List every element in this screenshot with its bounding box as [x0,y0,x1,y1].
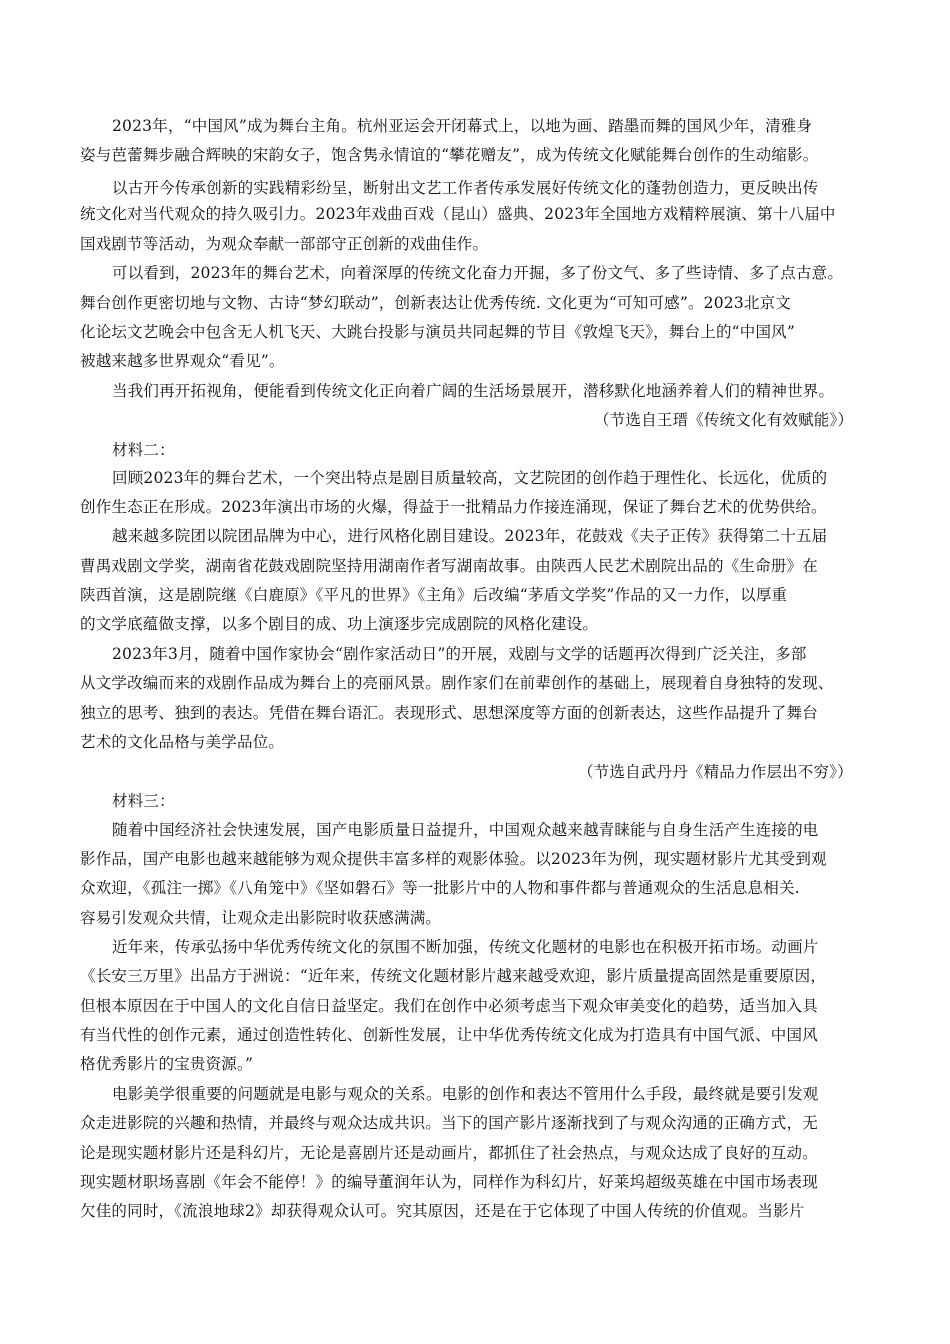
text-line: 统文化对当代观众的持久吸引力。2023年戏曲百戏（昆山）盛典、2023年全国地方戏精粹展演、第十八届中 [80,205,836,223]
text-line: 姿与芭蕾舞步融合辉映的宋韵女子，饱含隽永情谊的“攀花赠友”，成为传统文化赋能舞台创作的生动缩影。 [80,146,819,164]
text-line: 艺术的文化品格与美学品位。 [80,733,285,751]
text-line: 创作生态正在形成。2023年演出市场的火爆，得益于一批精品力作接连涌现，保证了舞台艺术的优势供给。 [80,498,827,516]
text-line: 被越来越多世界观众“看见”。 [80,352,285,370]
text-line: 近年来，传承弘扬中华优秀传统文化的氛围不断加强，传统文化题材的电影也在积极开拓市场。动画片 [112,938,819,956]
text-line: 众走进影院的兴趣和热情，并最终与观众达成共识。当下的国产影片逐渐找到了与观众沟通的正确方式，无 [80,1114,818,1132]
text-line: 欠佳的同时，《流浪地球2》却获得观众认可。究其原因，还是在于它体现了中国人传统的价值观。当影片 [80,1202,805,1220]
section-heading: 材料三： [112,792,175,810]
text-line: 的文学底蕴做支撑，以多个剧目的成、功上演逐步完成剧院的风格化建设。 [80,615,599,633]
source-citation: （节选自武丹丹《精品力作层出不穷》） [578,763,853,781]
text-line: 从文学改编而来的戏剧作品成为舞台上的亮丽风景。剧作家们在前辈创作的基础上，展现着自身独特的发现、 [80,674,834,692]
text-line: 国戏剧节等活动，为观众奉献一部部守正创新的戏曲佳作。 [80,235,489,253]
text-line: 陕西首演，这是剧院继《白鹿原》《平凡的世界》《主角》后改编“茅盾文学奖”作品的又一力作，以厚重 [80,586,788,604]
text-line: 论是现实题材影片还是科幻片，无论是喜剧片还是动画片，都抓住了社会热点，与观众达成了良好的互动。 [80,1144,818,1162]
text-line: 越来越多院团以院团品牌为中心，进行风格化剧目建设。2023年，花鼓戏《夫子正传》获得第二十五届 [112,527,828,545]
text-line: 2023年，“中国风”成为舞台主角。杭州亚运会开闭幕式上，以地为画、踏墨而舞的国风少年，清雅身 [112,117,813,135]
text-line: 《长安三万里》出品方于洲说：“近年来，传统文化题材影片越来越受欢迎，影片质量提高固然是重要原因， [80,967,827,985]
text-line: 但根本原因在于中国人的文化自信日益坚定。我们在创作中必须考虑当下观众审美变化的趋势，适当加入具 [80,997,818,1015]
section-heading: 材料二： [112,441,175,459]
text-line: 有当代性的创作元素，通过创造性转化、创新性发展，让中华优秀传统文化成为打造具有中国气派、中国风 [80,1026,818,1044]
text-line: 容易引发观众共情，让观众走出影院时收获感满满。 [80,909,442,927]
text-line: 格优秀影片的宝贵资源。” [80,1055,254,1073]
text-line: 现实题材职场喜剧《年会不能停！》的编导董润年认为，同样作为科幻片，好莱坞超级英雄在中国市场表现 [80,1173,818,1191]
text-line: 曹禺戏剧文学奖，湖南省花鼓戏剧院坚持用湖南作者写湖南故事。由陕西人民艺术剧院出品的《生命册》在 [80,557,818,575]
text-line: 化论坛文艺晚会中包含无人机飞天、大跳台投影与演员共同起舞的节目《敦煌飞天》，舞台上的“中国风” [80,323,796,341]
text-line: 影作品，国产电影也越来越能够为观众提供丰富多样的观影体验。以2023年为例，现实题材影片尤其受到观 [80,850,827,868]
source-citation: （节选自王瑨《传统文化有效赋能》） [594,411,854,429]
text-line: 当我们再开拓视角，便能看到传统文化正向着广阔的生活场景展开，潜移默化地涵养着人们的精神世界。 [112,382,835,400]
text-line: 以古开今传承创新的实践精彩纷呈，断射出文艺工作者传承发展好传统文化的蓬勃创造力，更反映出传 [112,179,819,197]
text-line: 回顾2023年的舞台艺术，一个突出特点是剧目质量较高，文艺院团的创作趋于理性化、长远化，优质的 [112,469,828,487]
text-line: 电影美学很重要的问题就是电影与观众的关系。电影的创作和表达不管用什么手段，最终就是要引发观 [112,1085,819,1103]
text-line: 2023年3月，随着中国作家协会“剧作家活动日”的开展，戏剧与文学的话题再次得到广泛关注，多部 [112,645,807,663]
text-line: 众欢迎，《孤注一掷》《八角笼中》《坚如磐石》等一批影片中的人物和事件都与普通观众的生活息息相关. [80,879,800,897]
text-line: 随着中国经济社会快速发展，国产电影质量日益提升，中国观众越来越青睐能与自身生活产生连接的电 [112,821,819,839]
text-line: 独立的思考、独到的表达。凭借在舞台语汇。表现形式、思想深度等方面的创新表达，这些作品提升了舞台 [80,704,818,722]
text-line: 舞台创作更密切地与文物、古诗“梦幻联动”，创新表达让优秀传统. 文化更为“可知可感”。2023北京文 [80,294,791,312]
text-line: 可以看到，2023年的舞台艺术，向着深厚的传统文化奋力开掘，多了份文气、多了些诗情、多了点古意。 [112,264,844,282]
